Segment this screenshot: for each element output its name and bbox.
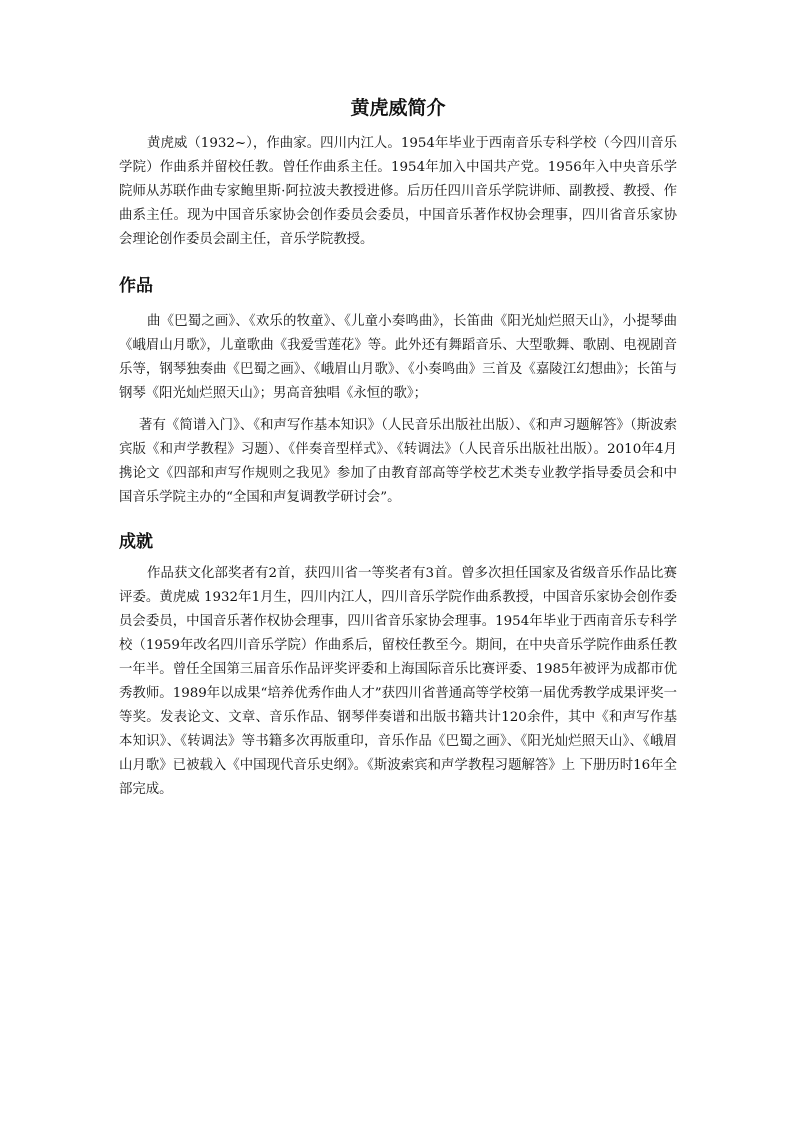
document-title: 黄虎威简介 bbox=[350, 97, 446, 119]
works-paragraph-1: 曲《巴蜀之画》、《欢乐的牧童》、《儿童小奏鸣曲》，长笛曲《阳光灿烂照天山》，小提琴曲《峨眉山月歌》，儿童歌曲《我爱雪莲花》等。此外还有舞蹈音乐、大型歌舞、歌剧、电视剧音乐等，钢琴独奏曲《巴蜀之画》、《峨眉山月歌》、《小奏鸣曲》三首及《嘉陵江幻想曲》；长笛与钢琴《阳光灿烂照天山》；男高音独唱《永恒的歌》； bbox=[119, 314, 677, 401]
intro-paragraph: 黄虎威（1932~），作曲家。四川内江人。1954年毕业于西南音乐专科学校（今四川音乐学院）作曲系并留校任教。曾任作曲系主任。1954年加入中国共产党。1956年入中央音乐学院师从苏联作曲专家鲍里斯·阿拉波夫教授进修。后历任四川音乐学院讲师、副教授、教授、作曲系主任。现为中国音乐家协会创作委员会委员，中国音乐著作权协会理事，四川省音乐家协会理论创作委员会副主任，音乐学院教授。 bbox=[119, 136, 677, 247]
achievements-heading: 成就 bbox=[119, 532, 153, 552]
works-heading: 作品 bbox=[119, 276, 153, 296]
works-paragraph-2: 著有《简谱入门》、《和声写作基本知识》（人民音乐出版社出版）、《和声习题解答》（斯波索宾版《和声学教程》习题）、《伴奏音型样式》、《转调法》（人民音乐出版社出版）。2010年4月携论文《四部和声写作规则之我见》参加了由教育部高等学校艺术类专业教学指导委员会和中国音乐学院主办的“全国和声复调教学研讨会”。 bbox=[119, 418, 677, 505]
achievements-paragraph: 作品获文化部奖者有2首，获四川省一等奖者有3首。曾多次担任国家及省级音乐作品比赛评委。黄虎威 1932年1月生，四川内江人，四川音乐学院作曲系教授，中国音乐家协会创作委员会委员，中国音乐著作权协会理事，四川省音乐家协会理事。1954年毕业于西南音乐专科学校（1959年改名四川音乐学院）作曲系后，留校任教至今。期间，在中央音乐学院作曲系任教一年半。曾任全国第三届音乐作品评奖评委和上海国际音乐比赛评委、1985年被评为成都市优秀教师。1989年以成果“培养优秀作曲人才”获四川省普通高等学校第一届优秀教学成果评奖一等奖。发表论文、文章、音乐作品、钢琴伴奏谱和出版书籍共计120余件，其中《和声写作基本知识》、《转调法》等书籍多次再版重印，音乐作品《巴蜀之画》、《阳光灿烂照天山》、《峨眉山月歌》已被载入《中国现代音乐史纲》。《斯波索宾和声学教程习题解答》上 下册历时16年全部完成。 bbox=[119, 566, 677, 797]
